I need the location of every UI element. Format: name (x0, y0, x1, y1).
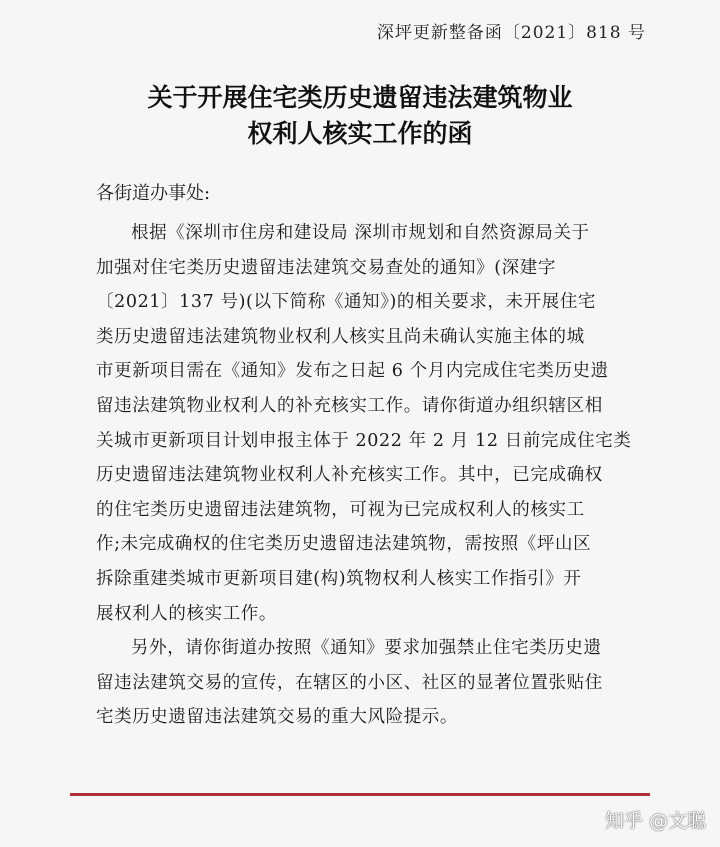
text-line: 〔2021〕137 号)(以下简称《通知》)的相关要求，未开展住宅 (96, 292, 597, 313)
document-title (0, 80, 720, 152)
footer-divider (70, 793, 650, 796)
text-line: 类历史遗留违法建筑物业权利人核实且尚未确认实施主体的城 (96, 326, 585, 347)
salutation: 各街道办事处: (96, 183, 211, 204)
text-line: 展权利人的核实工作。 (96, 603, 277, 624)
text-line: 拆除重建类城市更新项目建(构)筑物权利人核实工作指引》开 (96, 568, 582, 589)
text-line: 留违法建筑物业权利人的补充核实工作。请你街道办组织辖区相 (96, 395, 603, 416)
text-line: 关城市更新项目计划申报主体于 2022 年 2 月 12 日前完成住宅类 (96, 430, 632, 451)
text-line: 留违法建筑交易的宣传，在辖区的小区、社区的显著位置张贴住 (96, 672, 603, 693)
watermark: 知乎 @文聪 (604, 810, 706, 832)
title-line-2: 权利人核实工作的函 (247, 119, 473, 148)
paragraph-1 (96, 216, 636, 631)
text-line: 的住宅类历史遗留违法建筑物，可视为已完成权利人的核实工 (96, 499, 585, 520)
document-body (96, 216, 636, 735)
text-line: 市更新项目需在《通知》发布之日起 6 个月内完成住宅类历史遗 (96, 361, 609, 382)
document-number: 深坪更新整备函〔2021〕818 号 (376, 23, 646, 43)
text-line: 加强对住宅类历史遗留违法建筑交易查处的通知》(深建字 (96, 257, 556, 278)
paragraph-2 (96, 631, 636, 735)
text-line: 作;未完成确权的住宅类历史遗留违法建筑物，需按照《坪山区 (96, 534, 592, 555)
title-line-1: 关于开展住宅类历史遗留违法建筑物业 (147, 83, 573, 112)
text-line: 历史遗留违法建筑物业权利人补充核实工作。其中，已完成确权 (96, 465, 603, 486)
text-line: 根据《深圳市住房和建设局 深圳市规划和自然资源局关于 (131, 223, 590, 243)
text-line: 宅类历史遗留违法建筑交易的重大风险提示。 (96, 707, 458, 728)
text-line: 另外，请你街道办按照《通知》要求加强禁止住宅类历史遗 (131, 638, 602, 659)
